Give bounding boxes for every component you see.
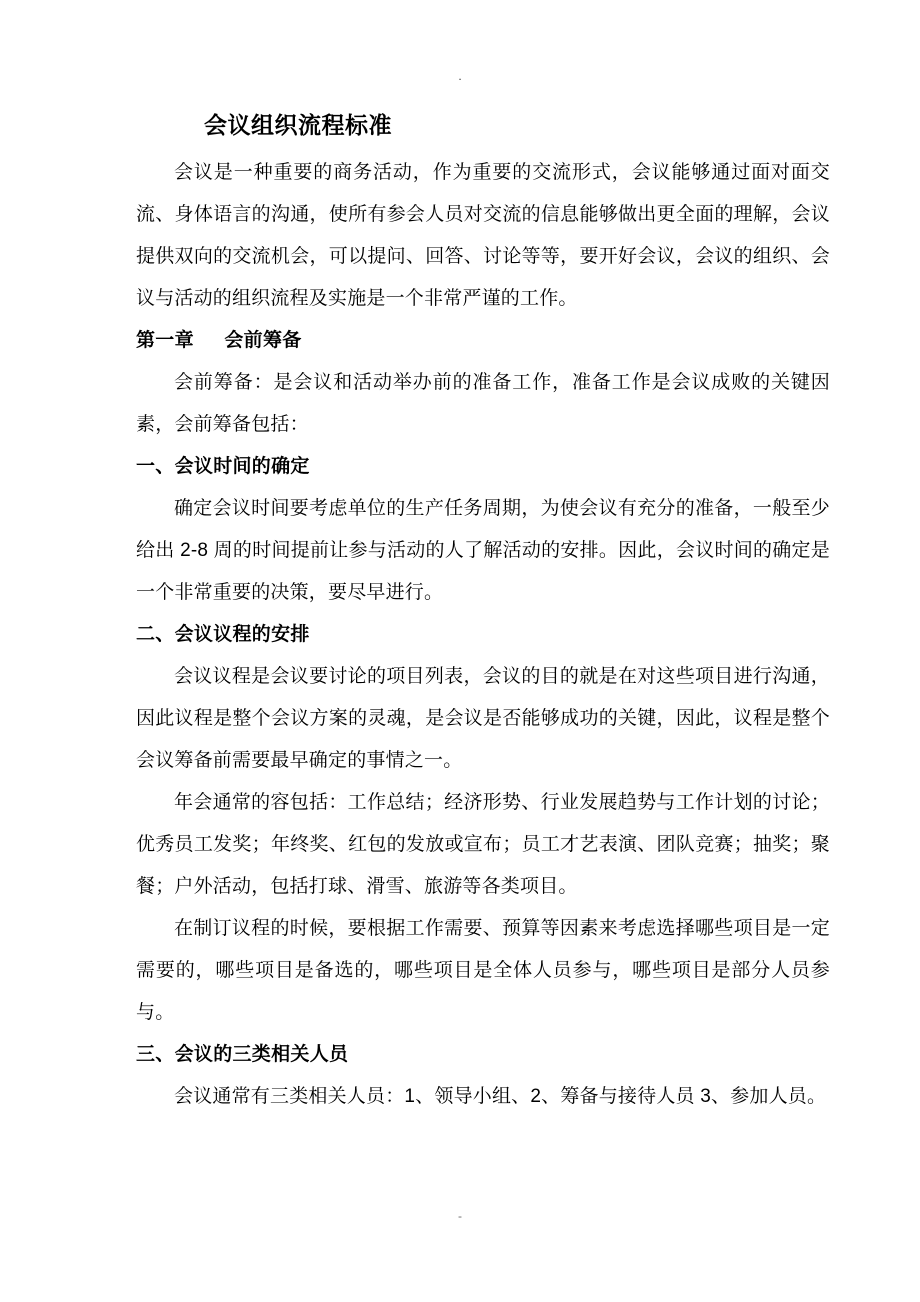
section-1-heading: 一、会议时间的确定 xyxy=(136,456,310,477)
page-footer-mark: - xyxy=(458,1209,462,1223)
agenda-planning-paragraph: 在制订议程的时候，要根据工作需要、预算等因素来考虑选择哪些项目是一定需要的，哪些项目是备选的，哪些项目是全体人员参与，哪些项目是部分人员参与。 xyxy=(136,918,830,1023)
pre-meeting-definition-paragraph: 会前筹备：是会议和活动举办前的准备工作，准备工作是会议成败的关键因素，会前筹备包括： xyxy=(136,372,830,435)
three-personnel-types-paragraph: 会议通常有三类相关人员：1、领导小组、2、筹备与接待人员 3、参加人员。 xyxy=(174,1086,827,1107)
agenda-soul-paragraph: 会议议程是会议要讨论的项目列表，会议的目的就是在对这些项目进行沟通，因此议程是整个会议方案的灵魂，是会议是否能够成功的关键，因此，议程是整个会议筹备前需要最早确定的事情之一。 xyxy=(136,666,830,771)
page-header-mark: . xyxy=(458,69,462,83)
document-blocks xyxy=(136,152,830,1118)
page-title: 会议组织流程标准 xyxy=(204,112,392,138)
section-3-heading: 三、会议的三类相关人员 xyxy=(136,1044,349,1065)
document-body xyxy=(136,108,830,1118)
section-2-heading: 二、会议议程的安排 xyxy=(136,624,310,645)
annual-meeting-content-paragraph: 年会通常的容包括：工作总结；经济形势、行业发展趋势与工作计划的讨论；优秀员工发奖；年终奖、红包的发放或宣布；员工才艺表演、团队竞赛；抽奖；聚餐；户外活动，包括打球、滑雪、旅游等各类项目。 xyxy=(136,792,830,897)
meeting-time-paragraph: 确定会议时间要考虑单位的生产任务周期，为使会议有充分的准备，一般至少给出 2-8 周的时间提前让参与活动的人了解活动的安排。因此，会议时间的确定是一个非常重要的决策，要尽早进行。 xyxy=(136,498,830,603)
intro-paragraph: 会议是一种重要的商务活动，作为重要的交流形式，会议能够通过面对面交流、身体语言的沟通，使所有参会人员对交流的信息能够做出更全面的理解，会议提供双向的交流机会，可以提问、回答、讨论等等，要开好会议，会议的组织、会议与活动的组织流程及实施是一个非常严谨的工作。 xyxy=(136,162,830,309)
chapter-1-heading: 第一章 会前筹备 xyxy=(136,330,302,351)
